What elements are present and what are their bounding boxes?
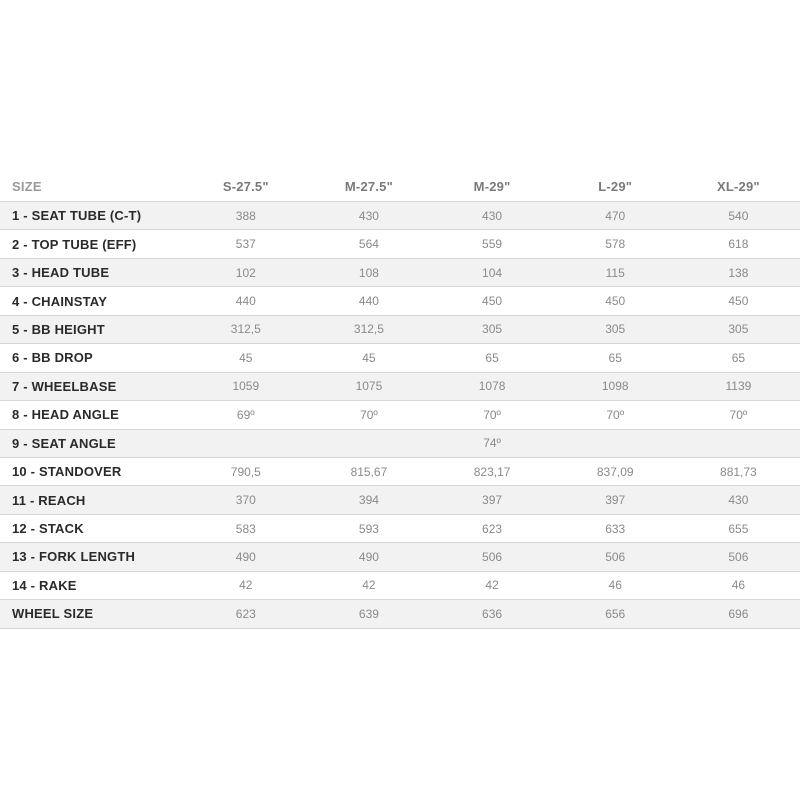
- table-cell: 394: [307, 486, 430, 514]
- table-cell: 1059: [184, 372, 307, 400]
- table-row: [0, 202, 800, 230]
- table-cell: 506: [431, 543, 554, 571]
- row-label: 6 - BB DROP: [0, 344, 184, 372]
- table-cell: 490: [307, 543, 430, 571]
- table-row: [0, 287, 800, 315]
- table-row: [0, 258, 800, 286]
- table-cell: 639: [307, 600, 430, 628]
- table-row: [0, 486, 800, 514]
- table-cell: 440: [307, 287, 430, 315]
- table-cell: 42: [431, 571, 554, 599]
- table-cell: 430: [307, 202, 430, 230]
- geometry-table: [0, 171, 800, 629]
- table-cell: 108: [307, 258, 430, 286]
- table-cell: 623: [184, 600, 307, 628]
- table-cell: 70º: [677, 401, 800, 429]
- table-cell: 65: [677, 344, 800, 372]
- table-cell: 104: [431, 258, 554, 286]
- table-cell: 305: [431, 315, 554, 343]
- table-row: [0, 543, 800, 571]
- table-cell: 388: [184, 202, 307, 230]
- table-cell: 506: [677, 543, 800, 571]
- table-cell: 540: [677, 202, 800, 230]
- table-cell: 696: [677, 600, 800, 628]
- table-cell: 370: [184, 486, 307, 514]
- table-cell: 618: [677, 230, 800, 258]
- column-header-m-27-5: M-27.5": [344, 178, 393, 194]
- table-cell: 583: [184, 514, 307, 542]
- table-cell: 564: [307, 230, 430, 258]
- table-row: [0, 401, 800, 429]
- table-row: [0, 372, 800, 400]
- row-label: WHEEL SIZE: [0, 600, 184, 628]
- row-label: 3 - HEAD TUBE: [0, 258, 184, 286]
- row-label: 13 - FORK LENGTH: [0, 543, 184, 571]
- table-cell: 46: [677, 571, 800, 599]
- table-cell: 633: [554, 514, 677, 542]
- table-cell: 69º: [184, 401, 307, 429]
- table-row: [0, 457, 800, 485]
- table-cell: 559: [431, 230, 554, 258]
- table-cell: 593: [307, 514, 430, 542]
- table-cell: 397: [554, 486, 677, 514]
- table-cell: 881,73: [677, 457, 800, 485]
- table-cell: 490: [184, 543, 307, 571]
- table-cell: 578: [554, 230, 677, 258]
- table-cell: 537: [184, 230, 307, 258]
- column-header-size: SIZE: [12, 178, 42, 194]
- table-cell: 46: [554, 571, 677, 599]
- table-cell: 440: [184, 287, 307, 315]
- table-cell: 506: [554, 543, 677, 571]
- table-cell: 397: [431, 486, 554, 514]
- table-cell: 42: [307, 571, 430, 599]
- table-row: [0, 571, 800, 599]
- row-label: 1 - SEAT TUBE (C-T): [0, 202, 184, 230]
- table-cell: 450: [554, 287, 677, 315]
- table-cell: [184, 429, 307, 457]
- row-label: 2 - TOP TUBE (EFF): [0, 230, 184, 258]
- table-cell: 656: [554, 600, 677, 628]
- table-row: [0, 230, 800, 258]
- table-cell: 815,67: [307, 457, 430, 485]
- table-cell: 790,5: [184, 457, 307, 485]
- row-label: 7 - WHEELBASE: [0, 372, 184, 400]
- table-cell: 70º: [554, 401, 677, 429]
- table-cell: [554, 429, 677, 457]
- table-cell: 1098: [554, 372, 677, 400]
- table-cell: 837,09: [554, 457, 677, 485]
- table-cell: 65: [554, 344, 677, 372]
- row-label: 11 - REACH: [0, 486, 184, 514]
- row-label: 12 - STACK: [0, 514, 184, 542]
- table-cell: 450: [431, 287, 554, 315]
- table-cell: 655: [677, 514, 800, 542]
- table-row: [0, 514, 800, 542]
- table-cell: 623: [431, 514, 554, 542]
- table-header-row: [0, 171, 800, 202]
- table-cell: 65: [431, 344, 554, 372]
- table-cell: 115: [554, 258, 677, 286]
- table-cell: 138: [677, 258, 800, 286]
- column-header-l-29: L-29": [598, 178, 633, 194]
- table-row: [0, 600, 800, 628]
- table-cell: 430: [677, 486, 800, 514]
- table-cell: 823,17: [431, 457, 554, 485]
- table-cell: 42: [184, 571, 307, 599]
- table-cell: 305: [554, 315, 677, 343]
- row-label: 4 - CHAINSTAY: [0, 287, 184, 315]
- table-cell: 430: [431, 202, 554, 230]
- table-cell: 70º: [307, 401, 430, 429]
- table-cell: 636: [431, 600, 554, 628]
- table-cell: 102: [184, 258, 307, 286]
- table-row: [0, 344, 800, 372]
- table-cell: 305: [677, 315, 800, 343]
- table-cell: 1075: [307, 372, 430, 400]
- column-header-m-29: M-29": [473, 178, 511, 194]
- table-cell: 312,5: [307, 315, 430, 343]
- table-cell: 470: [554, 202, 677, 230]
- row-label: 10 - STANDOVER: [0, 457, 184, 485]
- table-cell: [307, 429, 430, 457]
- table-cell: 74º: [431, 429, 554, 457]
- table-cell: 450: [677, 287, 800, 315]
- table-cell: 312,5: [184, 315, 307, 343]
- table-cell: 70º: [431, 401, 554, 429]
- table-cell: 45: [184, 344, 307, 372]
- table-row: [0, 429, 800, 457]
- table-cell: 45: [307, 344, 430, 372]
- table-row: [0, 315, 800, 343]
- column-header-s-27-5: S-27.5": [222, 178, 269, 194]
- table-cell: [677, 429, 800, 457]
- column-header-xl-29: XL-29": [717, 178, 760, 194]
- row-label: 14 - RAKE: [0, 571, 184, 599]
- table-cell: 1078: [431, 372, 554, 400]
- row-label: 5 - BB HEIGHT: [0, 315, 184, 343]
- row-label: 9 - SEAT ANGLE: [0, 429, 184, 457]
- row-label: 8 - HEAD ANGLE: [0, 401, 184, 429]
- table-cell: 1139: [677, 372, 800, 400]
